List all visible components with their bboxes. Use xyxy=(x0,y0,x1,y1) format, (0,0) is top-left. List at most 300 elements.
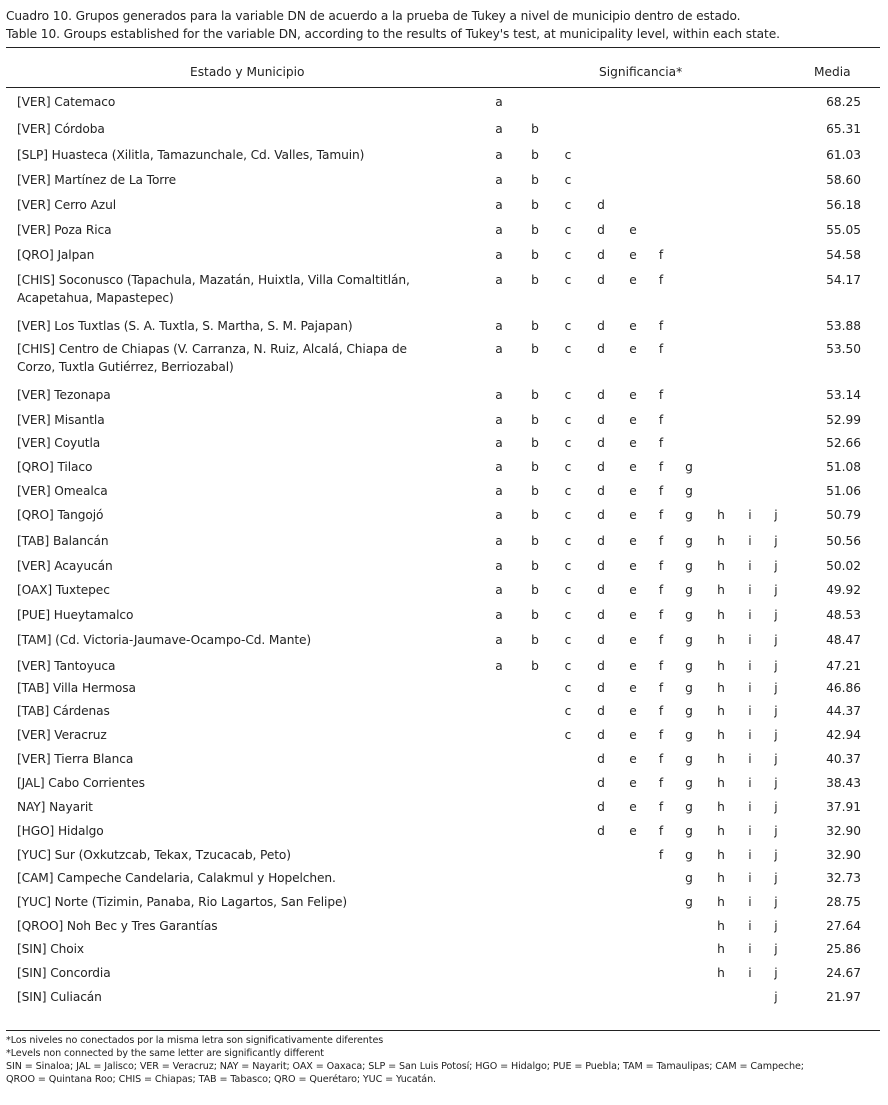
significance-letter-c: c xyxy=(564,633,572,647)
table-row xyxy=(0,819,888,843)
row-media-value: 32.73 xyxy=(826,871,861,885)
significance-letter-h: h xyxy=(717,534,725,548)
significance-letter-b: b xyxy=(531,484,539,498)
row-municipality: [OAX] Tuxtepec xyxy=(17,583,110,597)
significance-letter-h: h xyxy=(717,608,725,622)
significance-letter-c: c xyxy=(564,460,572,474)
significance-letter-i: i xyxy=(748,919,752,933)
row-media-value: 42.94 xyxy=(826,728,861,742)
significance-letter-b: b xyxy=(531,608,539,622)
significance-letter-f: f xyxy=(658,319,664,333)
significance-letter-e: e xyxy=(629,413,637,427)
row-municipality: [QRO] Tangojó xyxy=(17,508,104,522)
significance-letter-h: h xyxy=(717,919,725,933)
significance-letter-b: b xyxy=(531,148,539,162)
significance-letter-b: b xyxy=(531,583,539,597)
significance-letter-j: j xyxy=(774,919,778,933)
significance-letter-j: j xyxy=(774,752,778,766)
significance-letter-h: h xyxy=(717,895,725,909)
significance-letter-b: b xyxy=(531,173,539,187)
significance-letter-g: g xyxy=(685,752,693,766)
significance-letter-f: f xyxy=(658,508,664,522)
row-media-value: 53.50 xyxy=(826,342,861,356)
row-media-value: 47.21 xyxy=(826,659,861,673)
significance-letter-d: d xyxy=(597,704,605,718)
significance-letter-a: a xyxy=(495,148,503,162)
table-row xyxy=(0,676,888,699)
row-media-value: 68.25 xyxy=(826,95,861,109)
significance-letter-c: c xyxy=(564,583,572,597)
significance-letter-c: c xyxy=(564,659,572,673)
significance-letter-g: g xyxy=(685,681,693,695)
significance-letter-d: d xyxy=(597,223,605,237)
significance-letter-j: j xyxy=(774,871,778,885)
significance-letter-g: g xyxy=(685,508,693,522)
significance-letter-b: b xyxy=(531,534,539,548)
significance-letter-h: h xyxy=(717,752,725,766)
row-media-value: 25.86 xyxy=(826,942,861,956)
significance-letter-c: c xyxy=(564,223,572,237)
row-municipality: [YUC] Sur (Oxkutzcab, Tekax, Tzucacab, Peto) xyxy=(17,848,291,862)
significance-letter-d: d xyxy=(597,534,605,548)
table-row xyxy=(0,890,888,914)
caption-spanish: Cuadro 10. Grupos generados para la variable DN de acuerdo a la prueba de Tukey a nivel de municipio dentro de estado. xyxy=(6,9,741,23)
significance-letter-i: i xyxy=(748,942,752,956)
table-top-rule xyxy=(6,47,880,48)
row-municipality: [SIN] Culiacán xyxy=(17,990,102,1004)
significance-letter-i: i xyxy=(748,659,752,673)
significance-letter-a: a xyxy=(495,198,503,212)
significance-letter-c: c xyxy=(564,704,572,718)
significance-letter-a: a xyxy=(495,413,503,427)
significance-letter-j: j xyxy=(774,608,778,622)
table-row xyxy=(0,243,888,268)
row-media-value: 50.79 xyxy=(826,508,861,522)
table-row xyxy=(0,143,888,168)
header-significancia: Significancia* xyxy=(599,65,683,79)
table-row xyxy=(0,699,888,723)
significance-letter-f: f xyxy=(658,248,664,262)
significance-letter-j: j xyxy=(774,728,778,742)
table-row xyxy=(0,218,888,243)
row-media-value: 58.60 xyxy=(826,173,861,187)
row-municipality: [SIN] Concordia xyxy=(17,966,111,980)
significance-letter-d: d xyxy=(597,583,605,597)
significance-letter-b: b xyxy=(531,388,539,402)
table-row xyxy=(0,383,888,408)
row-media-value: 28.75 xyxy=(826,895,861,909)
row-media-value: 56.18 xyxy=(826,198,861,212)
table-row xyxy=(0,408,888,431)
row-municipality: [QRO] Jalpan xyxy=(17,248,95,262)
significance-letter-j: j xyxy=(774,966,778,980)
table-row xyxy=(0,337,888,383)
significance-letter-d: d xyxy=(597,484,605,498)
significance-letter-b: b xyxy=(531,633,539,647)
table-row xyxy=(0,431,888,455)
footnote-abbreviations-1: SIN = Sinaloa; JAL = Jalisco; VER = Veracruz; NAY = Nayarit; OAX = Oaxaca; SLP = San Luis Potosí; HGO = Hidalgo; PUE = Puebla; TAM = Tamaulipas; CAM = Campeche; xyxy=(6,1061,804,1072)
significance-letter-f: f xyxy=(658,460,664,474)
significance-letter-j: j xyxy=(774,534,778,548)
significance-letter-h: h xyxy=(717,871,725,885)
footnote-spanish: *Los niveles no conectados por la misma letra son significativamente diferentes xyxy=(6,1035,384,1046)
significance-letter-d: d xyxy=(597,681,605,695)
row-municipality: [VER] Misantla xyxy=(17,413,105,427)
row-media-value: 65.31 xyxy=(826,122,861,136)
significance-letter-g: g xyxy=(685,704,693,718)
significance-letter-d: d xyxy=(597,659,605,673)
significance-letter-e: e xyxy=(629,800,637,814)
significance-letter-e: e xyxy=(629,273,637,287)
significance-letter-i: i xyxy=(748,871,752,885)
significance-letter-a: a xyxy=(495,534,503,548)
row-municipality: [TAB] Cárdenas xyxy=(17,704,110,718)
row-municipality: [VER] Poza Rica xyxy=(17,223,112,237)
significance-letter-c: c xyxy=(564,248,572,262)
significance-letter-d: d xyxy=(597,559,605,573)
significance-letter-e: e xyxy=(629,460,637,474)
significance-letter-b: b xyxy=(531,273,539,287)
table-row xyxy=(0,843,888,866)
significance-letter-j: j xyxy=(774,559,778,573)
significance-letter-j: j xyxy=(774,942,778,956)
row-media-value: 54.17 xyxy=(826,273,861,287)
significance-letter-g: g xyxy=(685,583,693,597)
table-row xyxy=(0,529,888,554)
significance-letter-h: h xyxy=(717,966,725,980)
row-municipality-cont: Acapetahua, Mapastepec) xyxy=(17,291,174,305)
significance-letter-a: a xyxy=(495,248,503,262)
significance-letter-i: i xyxy=(748,681,752,695)
significance-letter-b: b xyxy=(531,413,539,427)
significance-letter-a: a xyxy=(495,342,503,356)
significance-letter-d: d xyxy=(597,198,605,212)
row-media-value: 27.64 xyxy=(826,919,861,933)
table-body xyxy=(0,90,888,1009)
significance-letter-g: g xyxy=(685,633,693,647)
significance-letter-f: f xyxy=(658,681,664,695)
significance-letter-g: g xyxy=(685,824,693,838)
row-media-value: 53.88 xyxy=(826,319,861,333)
significance-letter-h: h xyxy=(717,776,725,790)
table-row xyxy=(0,554,888,578)
significance-letter-b: b xyxy=(531,508,539,522)
significance-letter-e: e xyxy=(629,484,637,498)
significance-letter-d: d xyxy=(597,273,605,287)
significance-letter-f: f xyxy=(658,800,664,814)
significance-letter-j: j xyxy=(774,508,778,522)
significance-letter-c: c xyxy=(564,319,572,333)
significance-letter-h: h xyxy=(717,681,725,695)
significance-letter-g: g xyxy=(685,871,693,885)
significance-letter-i: i xyxy=(748,704,752,718)
significance-letter-j: j xyxy=(774,990,778,1004)
row-media-value: 51.06 xyxy=(826,484,861,498)
row-media-value: 61.03 xyxy=(826,148,861,162)
significance-letter-b: b xyxy=(531,460,539,474)
row-municipality: [VER] Córdoba xyxy=(17,122,105,136)
significance-letter-j: j xyxy=(774,848,778,862)
table-row xyxy=(0,578,888,603)
significance-letter-e: e xyxy=(629,508,637,522)
significance-letter-c: c xyxy=(564,559,572,573)
significance-letter-j: j xyxy=(774,583,778,597)
significance-letter-f: f xyxy=(658,752,664,766)
significance-letter-c: c xyxy=(564,436,572,450)
table-row xyxy=(0,117,888,143)
significance-letter-h: h xyxy=(717,659,725,673)
significance-letter-c: c xyxy=(564,728,572,742)
row-municipality: [VER] Acayucán xyxy=(17,559,113,573)
significance-letter-j: j xyxy=(774,895,778,909)
row-media-value: 48.47 xyxy=(826,633,861,647)
significance-letter-d: d xyxy=(597,633,605,647)
significance-letter-i: i xyxy=(748,848,752,862)
row-municipality: [VER] Catemaco xyxy=(17,95,116,109)
significance-letter-c: c xyxy=(564,534,572,548)
significance-letter-g: g xyxy=(685,728,693,742)
table-bottom-rule xyxy=(6,1030,880,1031)
significance-letter-i: i xyxy=(748,800,752,814)
significance-letter-d: d xyxy=(597,413,605,427)
significance-letter-h: h xyxy=(717,508,725,522)
row-municipality-cont: Corzo, Tuxtla Gutiérrez, Berriozabal) xyxy=(17,360,234,374)
significance-letter-c: c xyxy=(564,508,572,522)
row-media-value: 54.58 xyxy=(826,248,861,262)
row-media-value: 48.53 xyxy=(826,608,861,622)
row-media-value: 32.90 xyxy=(826,848,861,862)
significance-letter-a: a xyxy=(495,508,503,522)
significance-letter-d: d xyxy=(597,248,605,262)
significance-letter-f: f xyxy=(658,659,664,673)
significance-letter-i: i xyxy=(748,633,752,647)
table-row xyxy=(0,168,888,193)
significance-letter-a: a xyxy=(495,273,503,287)
significance-letter-f: f xyxy=(658,728,664,742)
significance-letter-i: i xyxy=(748,728,752,742)
significance-letter-f: f xyxy=(658,273,664,287)
table-row xyxy=(0,937,888,961)
significance-letter-g: g xyxy=(685,659,693,673)
significance-letter-b: b xyxy=(531,436,539,450)
header-bottom-rule xyxy=(6,87,880,88)
row-municipality: [VER] Cerro Azul xyxy=(17,198,117,212)
row-municipality: [CAM] Campeche Candelaria, Calakmul y Hopelchen. xyxy=(17,871,336,885)
significance-letter-e: e xyxy=(629,534,637,548)
significance-letter-c: c xyxy=(564,413,572,427)
significance-letter-b: b xyxy=(531,319,539,333)
significance-letter-a: a xyxy=(495,122,503,136)
significance-letter-j: j xyxy=(774,704,778,718)
significance-letter-f: f xyxy=(658,776,664,790)
significance-letter-g: g xyxy=(685,848,693,862)
footnote-abbreviations-2: QROO = Quintana Roo; CHIS = Chiapas; TAB = Tabasco; QRO = Querétaro; YUC = Yucatán. xyxy=(6,1074,437,1085)
significance-letter-e: e xyxy=(629,388,637,402)
row-media-value: 50.56 xyxy=(826,534,861,548)
significance-letter-a: a xyxy=(495,633,503,647)
significance-letter-a: a xyxy=(495,223,503,237)
significance-letter-c: c xyxy=(564,388,572,402)
table-row xyxy=(0,503,888,529)
significance-letter-d: d xyxy=(597,824,605,838)
significance-letter-b: b xyxy=(531,659,539,673)
significance-letter-c: c xyxy=(564,608,572,622)
table-row xyxy=(0,603,888,628)
significance-letter-d: d xyxy=(597,800,605,814)
table-row xyxy=(0,795,888,819)
row-media-value: 52.99 xyxy=(826,413,861,427)
significance-letter-i: i xyxy=(748,608,752,622)
header-media: Media xyxy=(814,65,851,79)
footnote-english: *Levels non connected by the same letter are significantly different xyxy=(6,1048,324,1059)
significance-letter-d: d xyxy=(597,460,605,474)
significance-letter-g: g xyxy=(685,608,693,622)
table-row xyxy=(0,479,888,503)
significance-letter-d: d xyxy=(597,436,605,450)
significance-letter-h: h xyxy=(717,942,725,956)
significance-letter-e: e xyxy=(629,704,637,718)
significance-letter-e: e xyxy=(629,633,637,647)
significance-letter-d: d xyxy=(597,728,605,742)
table-row xyxy=(0,771,888,795)
row-media-value: 51.08 xyxy=(826,460,861,474)
significance-letter-f: f xyxy=(658,559,664,573)
significance-letter-h: h xyxy=(717,800,725,814)
significance-letter-e: e xyxy=(629,728,637,742)
significance-letter-e: e xyxy=(629,681,637,695)
significance-letter-f: f xyxy=(658,413,664,427)
significance-letter-i: i xyxy=(748,895,752,909)
significance-letter-c: c xyxy=(564,681,572,695)
table-row xyxy=(0,455,888,479)
row-media-value: 24.67 xyxy=(826,966,861,980)
table-row xyxy=(0,747,888,771)
row-media-value: 44.37 xyxy=(826,704,861,718)
significance-letter-a: a xyxy=(495,484,503,498)
row-municipality: [VER] Omealca xyxy=(17,484,108,498)
row-municipality: [SIN] Choix xyxy=(17,942,85,956)
row-media-value: 32.90 xyxy=(826,824,861,838)
significance-letter-e: e xyxy=(629,248,637,262)
row-municipality: [TAM] (Cd. Victoria-Jaumave-Ocampo-Cd. Mante) xyxy=(17,633,312,647)
significance-letter-d: d xyxy=(597,342,605,356)
table-row xyxy=(0,961,888,985)
significance-letter-g: g xyxy=(685,895,693,909)
significance-letter-b: b xyxy=(531,122,539,136)
row-municipality: [VER] Coyutla xyxy=(17,436,101,450)
significance-letter-f: f xyxy=(658,583,664,597)
significance-letter-i: i xyxy=(748,508,752,522)
significance-letter-i: i xyxy=(748,752,752,766)
row-municipality: [TAB] Villa Hermosa xyxy=(17,681,136,695)
row-media-value: 38.43 xyxy=(826,776,861,790)
significance-letter-c: c xyxy=(564,342,572,356)
significance-letter-e: e xyxy=(629,608,637,622)
significance-letter-i: i xyxy=(748,534,752,548)
row-municipality: [TAB] Balancán xyxy=(17,534,109,548)
table-row xyxy=(0,90,888,117)
significance-letter-a: a xyxy=(495,319,503,333)
row-municipality: NAY] Nayarit xyxy=(17,800,93,814)
significance-letter-e: e xyxy=(629,559,637,573)
significance-letter-d: d xyxy=(597,319,605,333)
significance-letter-e: e xyxy=(629,776,637,790)
significance-letter-i: i xyxy=(748,559,752,573)
table-row xyxy=(0,723,888,747)
row-media-value: 37.91 xyxy=(826,800,861,814)
header-estado-municipio: Estado y Municipio xyxy=(190,65,305,79)
significance-letter-e: e xyxy=(629,659,637,673)
significance-letter-f: f xyxy=(658,704,664,718)
significance-letter-g: g xyxy=(685,460,693,474)
significance-letter-e: e xyxy=(629,342,637,356)
significance-letter-f: f xyxy=(658,608,664,622)
significance-letter-b: b xyxy=(531,198,539,212)
row-municipality: [VER] Tantoyuca xyxy=(17,659,116,673)
row-municipality: [VER] Martínez de La Torre xyxy=(17,173,177,187)
significance-letter-c: c xyxy=(564,198,572,212)
row-municipality: [VER] Tezonapa xyxy=(17,388,111,402)
significance-letter-c: c xyxy=(564,484,572,498)
significance-letter-h: h xyxy=(717,704,725,718)
significance-letter-a: a xyxy=(495,388,503,402)
row-municipality: [HGO] Hidalgo xyxy=(17,824,104,838)
significance-letter-h: h xyxy=(717,824,725,838)
significance-letter-e: e xyxy=(629,824,637,838)
row-municipality: [SLP] Huasteca (Xilitla, Tamazunchale, Cd. Valles, Tamuin) xyxy=(17,148,365,162)
significance-letter-a: a xyxy=(495,659,503,673)
significance-letter-a: a xyxy=(495,173,503,187)
significance-letter-h: h xyxy=(717,848,725,862)
significance-letter-d: d xyxy=(597,508,605,522)
significance-letter-g: g xyxy=(685,559,693,573)
significance-letter-b: b xyxy=(531,559,539,573)
significance-letter-a: a xyxy=(495,460,503,474)
significance-letter-a: a xyxy=(495,559,503,573)
significance-letter-g: g xyxy=(685,776,693,790)
significance-letter-e: e xyxy=(629,319,637,333)
row-municipality: [VER] Los Tuxtlas (S. A. Tuxtla, S. Martha, S. M. Pajapan) xyxy=(17,319,353,333)
significance-letter-i: i xyxy=(748,583,752,597)
row-municipality: [JAL] Cabo Corrientes xyxy=(17,776,145,790)
significance-letter-c: c xyxy=(564,148,572,162)
significance-letter-b: b xyxy=(531,248,539,262)
significance-letter-e: e xyxy=(629,583,637,597)
row-municipality: [VER] Tierra Blanca xyxy=(17,752,134,766)
significance-letter-b: b xyxy=(531,223,539,237)
significance-letter-f: f xyxy=(658,534,664,548)
significance-letter-c: c xyxy=(564,173,572,187)
significance-letter-f: f xyxy=(658,484,664,498)
row-municipality: [YUC] Norte (Tizimin, Panaba, Rio Lagartos, San Felipe) xyxy=(17,895,348,909)
row-municipality: [CHIS] Centro de Chiapas (V. Carranza, N. Ruiz, Alcalá, Chiapa de xyxy=(17,342,407,356)
significance-letter-e: e xyxy=(629,223,637,237)
row-municipality: [QROO] Noh Bec y Tres Garantías xyxy=(17,919,218,933)
significance-letter-h: h xyxy=(717,728,725,742)
significance-letter-a: a xyxy=(495,583,503,597)
significance-letter-j: j xyxy=(774,681,778,695)
table-row xyxy=(0,628,888,654)
significance-letter-a: a xyxy=(495,436,503,450)
significance-letter-j: j xyxy=(774,776,778,790)
table-row xyxy=(0,268,888,314)
significance-letter-d: d xyxy=(597,388,605,402)
row-media-value: 52.66 xyxy=(826,436,861,450)
row-media-value: 21.97 xyxy=(826,990,861,1004)
table-row xyxy=(0,193,888,218)
significance-letter-f: f xyxy=(658,436,664,450)
row-municipality: [CHIS] Soconusco (Tapachula, Mazatán, Huixtla, Villa Comaltitlán, xyxy=(17,273,410,287)
